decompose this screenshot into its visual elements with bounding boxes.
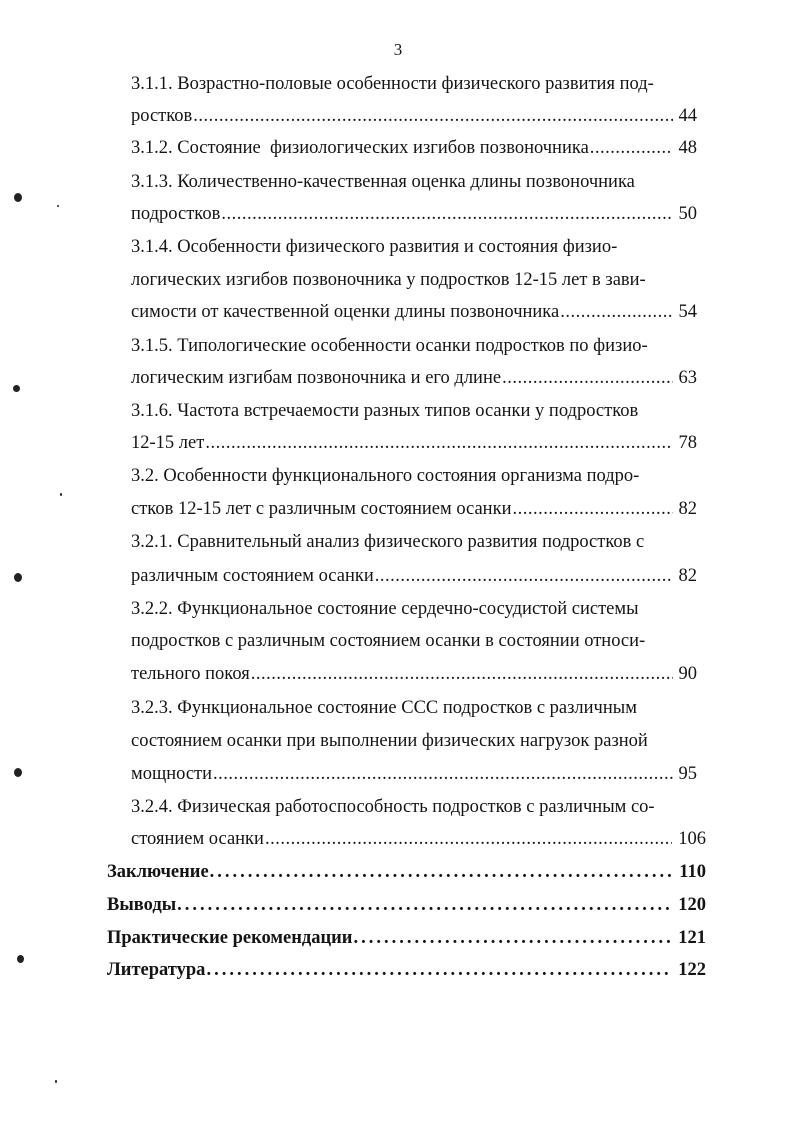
- toc-entry-3-1-2[interactable]: [131, 133, 697, 163]
- toc-section-literature[interactable]: [107, 955, 706, 985]
- toc-section-findings[interactable]: [107, 890, 706, 920]
- toc-page-number: 54: [678, 302, 697, 322]
- toc-page-number: 82: [678, 499, 697, 519]
- toc-section-conclusion[interactable]: [107, 857, 706, 887]
- toc-entry-3-1-3[interactable]: [131, 199, 697, 229]
- leader-dots: [213, 759, 672, 789]
- toc-entry-title: тельного покоя: [131, 664, 250, 684]
- toc-entry-3-2-3[interactable]: [131, 759, 697, 789]
- leader-dots: [193, 101, 672, 131]
- toc-page-number: 106: [678, 829, 706, 849]
- scan-speck: [57, 205, 59, 207]
- toc-entry-title: логическим изгибам позвоночника и его длине: [131, 368, 502, 388]
- toc-entry-3-1-4[interactable]: [131, 297, 697, 327]
- toc-section-title: Заключение: [107, 862, 209, 882]
- leader-dots: [375, 561, 673, 591]
- toc-entry-3-1-5[interactable]: [131, 363, 697, 393]
- toc-entry-title: подростков: [131, 204, 221, 224]
- toc-page-number: 48: [678, 138, 697, 158]
- leader-dots: [353, 923, 672, 953]
- leader-dots: [512, 494, 672, 524]
- toc-entry-3-1-5-line-1: 3.1.5. Типологические особенности осанки подростков по физио-: [131, 336, 648, 356]
- leader-dots: [205, 428, 672, 458]
- toc-entry-3-1-3-line-1: 3.1.3. Количественно-качественная оценка длины позвоночника: [131, 172, 635, 192]
- leader-dots: [251, 659, 673, 689]
- scan-speck: [14, 768, 22, 777]
- leader-dots: [560, 297, 672, 327]
- leader-dots: [265, 824, 672, 854]
- toc-page-number: 110: [679, 862, 706, 882]
- toc-entry-3-2-2-line-1: 3.2.2. Функциональное состояние сердечно-сосудистой системы: [131, 599, 639, 619]
- toc-entry-3-2-line-1: 3.2. Особенности функционального состояния организма подро-: [131, 466, 640, 486]
- toc-entry-3-1-1-line-1: 3.1.1. Возрастно-половые особенности физического развития под-: [131, 74, 654, 94]
- toc-entry-3-2-1-line-1: 3.2.1. Сравнительный анализ физического развития подростков с: [131, 532, 645, 552]
- toc-entry-title: стоянием осанки: [131, 829, 264, 849]
- toc-entry-3-2-2-line-2: подростков с различным состоянием осанки в состоянии относи-: [131, 631, 646, 651]
- scan-speck: [14, 193, 22, 202]
- toc-page-number: 121: [678, 928, 706, 948]
- toc-page-number: 63: [678, 368, 697, 388]
- page-number: 3: [393, 40, 403, 59]
- toc-entry-title: различным состоянием осанки: [131, 566, 374, 586]
- toc-page-number: 122: [678, 960, 706, 980]
- toc-entry-3-2-4[interactable]: [131, 824, 706, 854]
- scan-speck: [13, 385, 20, 392]
- toc-entry-title: мощности: [131, 764, 213, 784]
- toc-section-title: Выводы: [107, 895, 177, 915]
- scan-speck: [55, 1080, 57, 1083]
- toc-page-number: 78: [678, 433, 697, 453]
- leader-dots: [502, 363, 672, 393]
- leader-dots: [590, 133, 673, 163]
- toc-entry-3-2-3-line-2: состоянием осанки при выполнении физических нагрузок разной: [131, 731, 648, 751]
- leader-dots: [210, 857, 674, 887]
- toc-page-number: 50: [678, 204, 697, 224]
- toc-entry-title: ростков: [131, 106, 193, 126]
- toc-entry-3-1-1[interactable]: [131, 101, 697, 131]
- toc-page-number: 95: [678, 764, 697, 784]
- toc-entry-title: стков 12-15 лет с различным состоянием осанки: [131, 499, 512, 519]
- toc-entry-title: симости от качественной оценки длины позвоночника: [131, 302, 560, 322]
- toc-entry-3-1-4-line-1: 3.1.4. Особенности физического развития и состояния физио-: [131, 237, 618, 257]
- toc-entry-3-1-4-line-2: логических изгибов позвоночника у подростков 12-15 лет в зави-: [131, 270, 646, 290]
- leader-dots: [221, 199, 672, 229]
- toc-page-number: 120: [678, 895, 706, 915]
- scan-speck: [14, 573, 22, 582]
- toc-page-number: 44: [678, 106, 697, 126]
- scan-speck: [17, 955, 24, 963]
- toc-entry-title: 3.1.2. Состояние физиологических изгибов позвоночника: [131, 138, 589, 158]
- toc-entry-3-2-2[interactable]: [131, 659, 697, 689]
- toc-page-number: 82: [678, 566, 697, 586]
- toc-entry-3-2-3-line-1: 3.2.3. Функциональное состояние ССС подростков с различным: [131, 698, 637, 718]
- toc-entry-3-2-1[interactable]: [131, 561, 697, 591]
- toc-entry-title: 12-15 лет: [131, 433, 205, 453]
- toc-page-number: 90: [678, 664, 697, 684]
- leader-dots: [177, 890, 672, 920]
- toc-section-recommendations[interactable]: [107, 923, 706, 953]
- leader-dots: [206, 955, 672, 985]
- toc-section-title: Практические рекомендации: [107, 928, 353, 948]
- toc-section-title: Литература: [107, 960, 206, 980]
- toc-entry-3-1-6[interactable]: [131, 428, 697, 458]
- scan-speck: [60, 493, 62, 496]
- toc-entry-3-2[interactable]: [131, 494, 697, 524]
- toc-entry-3-1-6-line-1: 3.1.6. Частота встречаемости разных типов осанки у подростков: [131, 401, 639, 421]
- toc-entry-3-2-4-line-1: 3.2.4. Физическая работоспособность подростков с различным со-: [131, 797, 655, 817]
